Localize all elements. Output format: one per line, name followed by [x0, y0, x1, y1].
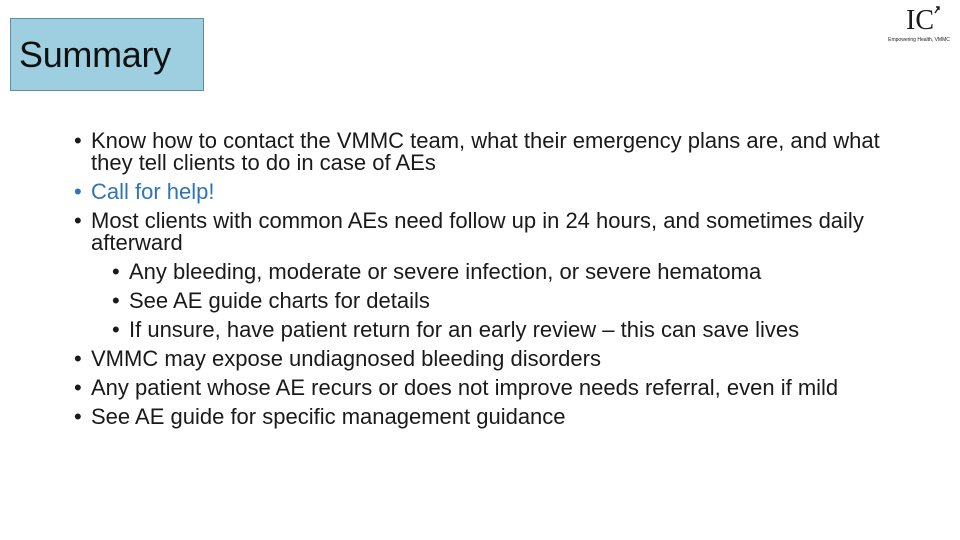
- bullet-item: [74, 130, 894, 174]
- sub-bullet-list: [112, 261, 894, 341]
- bullet-item: [74, 348, 894, 370]
- logo: [884, 4, 954, 48]
- logo-text: IC: [906, 5, 934, 34]
- bullet-text: Know how to contact the VMMC team, what their emergency plans are, and what they tell clients to do in case of AEs: [91, 128, 880, 175]
- logo-icon: [906, 4, 942, 34]
- bullet-item: [74, 181, 894, 203]
- bullet-text: See AE guide charts for details: [129, 288, 430, 313]
- bullet-text: Any bleeding, moderate or severe infection, or severe hematoma: [129, 259, 762, 284]
- title-box: [10, 18, 204, 91]
- slide-title: Summary: [19, 33, 171, 75]
- bullet-text: Most clients with common AEs need follow up in 24 hours, and sometimes daily afterward: [91, 208, 864, 255]
- sub-bullet-item: [112, 290, 894, 312]
- bullet-text: Call for help!: [91, 179, 215, 204]
- bullet-list: [74, 130, 894, 435]
- bullet-text: Any patient whose AE recurs or does not improve needs referral, even if mild: [91, 375, 839, 400]
- bullet-text: If unsure, have patient return for an early review – this can save lives: [129, 317, 800, 342]
- bullet-dot: •: [74, 208, 82, 233]
- bullet-dot: •: [74, 128, 82, 153]
- bullet-dot: •: [112, 259, 120, 284]
- logo-tagline: Empowering Health, VMMC: [888, 37, 950, 43]
- bullet-dot: •: [74, 404, 82, 429]
- bullet-dot: •: [74, 179, 82, 204]
- bullet-dot: •: [74, 375, 82, 400]
- bullet-dot: •: [112, 288, 120, 313]
- bullet-item: [74, 406, 894, 428]
- bullet-text: See AE guide for specific management guidance: [91, 404, 566, 429]
- bullet-dot: •: [112, 317, 120, 342]
- bullet-text: VMMC may expose undiagnosed bleeding disorders: [91, 346, 601, 371]
- sub-bullet-item: [112, 261, 894, 283]
- sub-bullet-item: [112, 319, 894, 341]
- bullet-item: [74, 210, 894, 254]
- bullet-dot: •: [74, 346, 82, 371]
- bullet-item: [74, 377, 894, 399]
